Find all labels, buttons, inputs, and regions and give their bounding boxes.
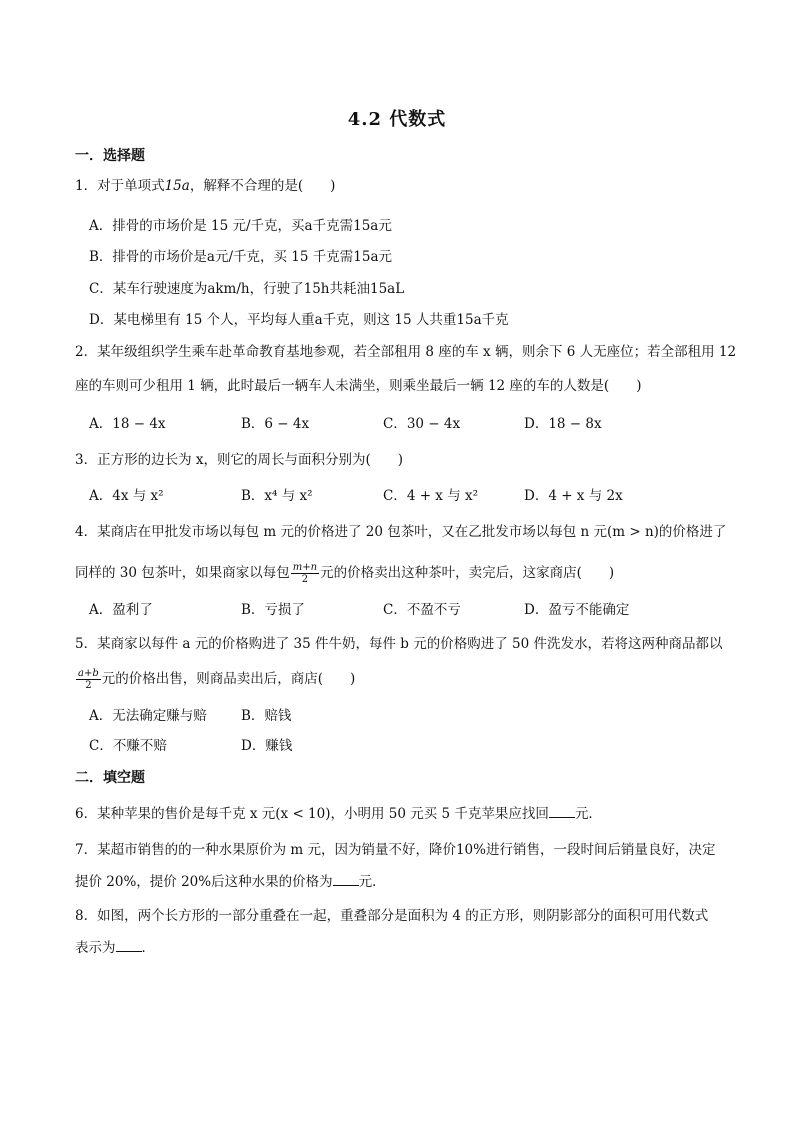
page-title: 4.2 代数式 — [347, 109, 447, 130]
question-4-option-c[interactable]: C．不盈不亏 — [383, 602, 461, 618]
question-5-stem-line1: 5．某商家以每件 a 元的价格购进了 35 件牛奶，每件 b 元的价格购进了 50 件洗发水，若将这两种商品都以 — [75, 636, 723, 652]
question-5-option-b[interactable]: B．赔钱 — [241, 708, 292, 724]
question-1-option-c[interactable]: C．某车行驶速度为akm/h，行驶了15h共耗油15aL — [89, 281, 405, 297]
question-4-stem-line1: 4．某商店在甲批发市场以每包 m 元的价格进了 20 包茶叶，又在乙批发市场以每包 n 元(m > n)的价格进了 — [75, 524, 727, 540]
question-5-option-c[interactable]: C．不赚不赔 — [89, 738, 167, 754]
question-3-option-c[interactable]: C．4 + x 与 x² — [383, 488, 479, 504]
question-2-stem-line1: 2．某年级组织学生乘车赴革命教育基地参观，若全部租用 8 座的车 x 辆，则余下 6 人无座位；若全部租用 12 — [75, 344, 737, 360]
question-2-stem-line2: 座的车则可少租用 1 辆，此时最后一辆车人未满坐，则乘坐最后一辆 12 座的车的人数是( ) — [75, 378, 642, 394]
question-5-option-a[interactable]: A．无法确定赚与赔 — [89, 708, 207, 724]
question-3-option-b[interactable]: B．x⁴ 与 x² — [241, 488, 313, 504]
question-1-option-b[interactable]: B．排骨的市场价是a元/千克，买 15 千克需15a元 — [89, 249, 393, 265]
question-2-option-a[interactable]: A．18 − 4x — [89, 416, 166, 432]
fraction-a-plus-b-over-2: $\frac{a+b}{2}$ — [78, 668, 99, 691]
question-2-option-c[interactable]: C．30 − 4x — [383, 416, 461, 432]
question-4-option-a[interactable]: A．盈利了 — [89, 602, 153, 618]
question-1-option-a[interactable]: A．排骨的市场价是 15 元/千克，买a千克需15a元 — [89, 218, 392, 234]
question-3-option-a[interactable]: A．4x 与 x² — [89, 488, 164, 504]
answer-blank-8[interactable] — [116, 939, 142, 952]
answer-blank-6[interactable] — [549, 805, 575, 818]
question-7-line1: 7．某超市销售的的一种水果原价为 m 元，因为销量不好，降价10%进行销售，一段时间后销量良好，决定 — [75, 842, 716, 858]
section-heading-choice: 一．选择题 — [75, 148, 145, 164]
question-4-option-b[interactable]: B．亏损了 — [241, 602, 305, 618]
question-1-option-d[interactable]: D．某电梯里有 15 个人，平均每人重a千克，则这 15 人共重15a千克 — [89, 312, 509, 328]
question-5-option-d[interactable]: D．赚钱 — [241, 738, 293, 754]
question-3-stem: 3．正方形的边长为 x，则它的周长与面积分别为( ) — [75, 452, 404, 468]
answer-blank-7[interactable] — [333, 873, 359, 886]
question-1-stem: 1．对于单项式15a，解释不合理的是( ) — [75, 178, 336, 194]
question-2-option-d[interactable]: D．18 − 8x — [524, 416, 602, 432]
question-8-line2: 表示为 ． — [75, 940, 155, 956]
question-4-stem-line2: 同样的 30 包茶叶，如果商家以每包 $\frac{m+n}{2}$ 元的价格卖出这种茶叶，卖完后，这家商店( ) — [75, 562, 615, 585]
question-4-option-d[interactable]: D．盈亏不能确定 — [524, 602, 630, 618]
question-2-option-b[interactable]: B．6 − 4x — [241, 416, 310, 432]
question-6-text: 6．某种苹果的售价是每千克 x 元(x < 10)，小明用 50 元买 5 千克苹果应找回 元． — [75, 806, 602, 822]
question-5-stem-line2: $\frac{a+b}{2}$ 元的价格出售，则商品卖出后，商店( ) — [78, 668, 356, 691]
section-heading-fill-in: 二．填空题 — [75, 770, 145, 786]
question-7-line2: 提价 20%，提价 20%后这种水果的价格为 元． — [75, 874, 386, 890]
question-8-line1: 8．如图，两个长方形的一部分重叠在一起，重叠部分是面积为 4 的正方形，则阴影部分的面积可用代数式 — [75, 908, 709, 924]
question-3-option-d[interactable]: D．4 + x 与 2x — [524, 488, 623, 504]
fraction-m-plus-n-over-2: $\frac{m+n}{2}$ — [292, 562, 318, 585]
